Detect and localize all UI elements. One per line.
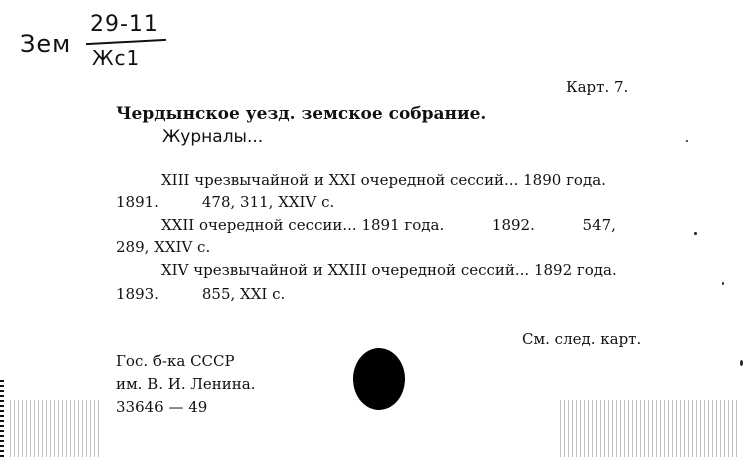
- library-line-2: им. В. И. Ленина.: [116, 375, 256, 393]
- handwritten-denominator: Жс1: [92, 46, 141, 70]
- speck: [686, 140, 688, 142]
- entry-2-line1: XXII очередной сессии... 1891 года. 1892. 547,: [161, 216, 616, 234]
- bottom-texture: [10, 400, 100, 457]
- card-left-edge: [0, 380, 4, 457]
- card-heading: Чердынское уезд. земское собрание.: [116, 104, 487, 124]
- speck: [740, 360, 743, 366]
- card-subheading: Журналы...: [162, 127, 264, 147]
- handwritten-prefix: Зем: [20, 30, 72, 58]
- entry-1-line1: XIII чрезвычайной и XXI очередной сессий... 1890 года.: [161, 171, 606, 189]
- card-punch-hole: [353, 348, 405, 410]
- library-line-3: 33646 — 49: [116, 398, 208, 416]
- entry-2-line2: 289, XXIV с.: [116, 238, 211, 256]
- handwritten-fraction-line: [86, 39, 166, 45]
- see-next-card: См. след. карт.: [522, 330, 642, 348]
- library-line-1: Гос. б-ка СССР: [116, 352, 235, 370]
- entry-3-line1: XIV чрезвычайной и XXIII очередной сессий... 1892 года.: [161, 261, 617, 279]
- entry-1-line2: 1891. 478, 311, XXIV с.: [116, 193, 335, 211]
- bottom-texture: [560, 400, 740, 457]
- speck: [722, 282, 724, 285]
- speck: [694, 232, 697, 235]
- card-number: Карт. 7.: [566, 78, 629, 96]
- entry-3-line2: 1893. 855, XXI с.: [116, 285, 286, 303]
- handwritten-numerator: 29-11: [90, 12, 159, 37]
